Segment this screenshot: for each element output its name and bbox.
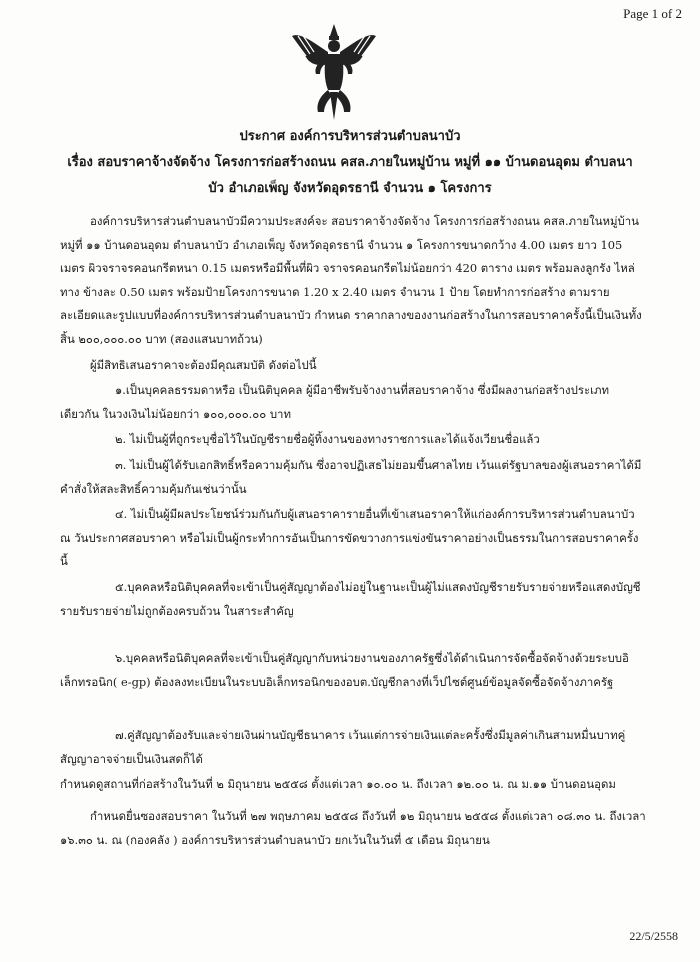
qualification-item-7: ๗.คู่สัญญาต้องรับและจ่ายเงินผ่านบัญชีธนาคาร เว้นแต่การจ่ายเงินแต่ละครั้งซึ่งมีมูลค่าเกินสามหมื่นบาทคู่สัญญาอาจจ่ายเป็นเงินสดก็ได้ bbox=[60, 728, 626, 766]
announcement-body bbox=[60, 210, 646, 854]
qualification-item-5: ๕.บุคคลหรือนิติบุคคลที่จะเข้าเป็นคู่สัญญาต้องไม่อยู่ในฐานะเป็นผู้ไม่แสดงบัญชีรายรับรายจ่ายหรือแสดงบัญชีรายรับรายจ่ายไม่ถูกต้องครบถ้วน ในสาระสำคัญ bbox=[60, 579, 641, 618]
header-title: ประกาศ องค์การบริหารส่วนตำบลนาบัว bbox=[239, 129, 461, 144]
footer-date: 22/5/2558 bbox=[629, 929, 678, 943]
qualification-item-3: ๓. ไม่เป็นผู้ได้รับเอกสิทธิ์หรือความคุ้มกัน ซึ่งอาจปฏิเสธไม่ยอมขึ้นศาลไทย เว้นแต่รัฐบาลของผู้เสนอราคาได้มีคำสั่งให้สละสิทธิ์ความคุ้มกันเช่นว่านั้น bbox=[60, 457, 642, 496]
qualification-item-6: ๖.บุคคลหรือนิติบุคคลที่จะเข้าเป็นคู่สัญญากับหน่วยงานของภาครัฐซึ่งได้ดำเนินการจัดซื้อจัดจ้างด้วยระบบอิเล็กทรอนิก( e-gp) ต้องลงทะเบียนในระบบอิเล็กทรอนิกของอบต.บัญชีกลางที่เว็ปไซต์ศูนย์ข้อมูลจัดซื้อจัดจ้างภาครัฐ bbox=[60, 651, 629, 689]
page-number: Page 1 of 2 bbox=[623, 6, 682, 21]
announcement-header bbox=[20, 124, 680, 202]
header-subject-line-2: บัว อำเภอเพ็ญ จังหวัดอุดรธานี จำนวน ๑ โครงการ bbox=[208, 181, 492, 196]
site-visit-schedule: กำหนดดูสถานที่ก่อสร้างในวันที่ ๒ มิถุนายน ๒๕๕๘ ตั้งแต่เวลา ๑๐.๐๐ น. ถึงเวลา ๑๒.๐๐ น. ณ ม.๑๑ บ้านดอนอุดม bbox=[60, 777, 616, 792]
intro-paragraph: องค์การบริหารส่วนตำบลนาบัวมีความประสงค์จะ สอบราคาจ้างจัดจ้าง โครงการก่อสร้างถนน คสล.ภายในหมู่บ้าน หมู่ที่ ๑๑ บ้านดอนอุดม ตำบลนาบัว อำเภอเพ็ญ จังหวัดอุดรธานี จำนวน ๑ โครงการขนาดกว้าง 4.00 เมตร ยาว 105 เมตร ผิวจราจรคอนกรีตหนา 0.15 เมตรหรือมีพื้นที่ผิว จราจรคอนกรีตไม่น้อยกว่า 420 ตาราง เมตร พร้อมลงลูกรัง ไหล่ทาง ข้างละ 0.50 เมตร พร้อมป้ายโครงการขนาด 1.20 x 2.40 เมตร จำนวน 1 ป้าย โดยทำการก่อสร้าง ตามรายละเอียดและรูปแบบที่องค์การบริหารส่วนตำบลนาบัว กำหนด ราคากลางของงานก่อสร้างในการสอบราคาครั้งนี้เป็นเงินทั้งสิ้น ๒๐๐,๐๐๐.๐๐ บาท (สองแสนบาทถ้วน) bbox=[60, 214, 642, 346]
submission-schedule: กำหนดยื่นซองสอบราคา ในวันที่ ๒๗ พฤษภาคม ๒๕๕๘ ถึงวันที่ ๑๒ มิถุนายน ๒๕๕๘ ตั้งแต่เวลา ๐๘.๓๐ น. ถึงเวลา ๑๖.๓๐ น. ณ (กองคลัง ) องค์การบริหารส่วนตำบลนาบัว ยกเว้นในวันที่ ๕ เดือน มิถุนายน bbox=[60, 809, 646, 847]
qualification-item-4: ๔. ไม่เป็นผู้มีผลประโยชน์ร่วมกันกับผู้เสนอราคารายอื่นที่เข้าเสนอราคาให้แก่องค์การบริหารส่วนตำบลนาบัว ณ วันประกาศสอบราคา หรือไม่เป็นผู้กระทำการอันเป็นการขัดขวางการแข่งขันราคาอย่างเป็นธรรมในการสอบราคาครั้งนี้ bbox=[60, 507, 639, 569]
garuda-emblem-icon bbox=[288, 22, 380, 122]
qualification-item-1: ๑.เป็นบุคคลธรรมดาหรือ เป็นนิติบุคคล ผู้มีอาชีพรับจ้างงานที่สอบราคาจ้าง ซึ่งมีผลงานก่อสร้างประเภทเดียวกัน ในวงเงินไม่น้อยกว่า ๑๐๐,๐๐๐.๐๐ บาท bbox=[60, 383, 609, 421]
qualification-header: ผู้มีสิทธิเสนอราคาจะต้องมีคุณสมบัติ ดังต่อไปนี้ bbox=[90, 357, 317, 372]
header-subject-line-1: เรื่อง สอบราคาจ้างจัดจ้าง โครงการก่อสร้างถนน คสล.ภายในหมู่บ้าน หมู่ที่ ๑๑ บ้านดอนอุดม ตำบลนา bbox=[67, 155, 633, 170]
qualification-item-2: ๒. ไม่เป็นผู้ที่ถูกระบุชื่อไว้ในบัญชีรายชื่อผู้ทิ้งงานของทางราชการและได้แจ้งเวียนชื่อแล้ว bbox=[115, 432, 540, 447]
